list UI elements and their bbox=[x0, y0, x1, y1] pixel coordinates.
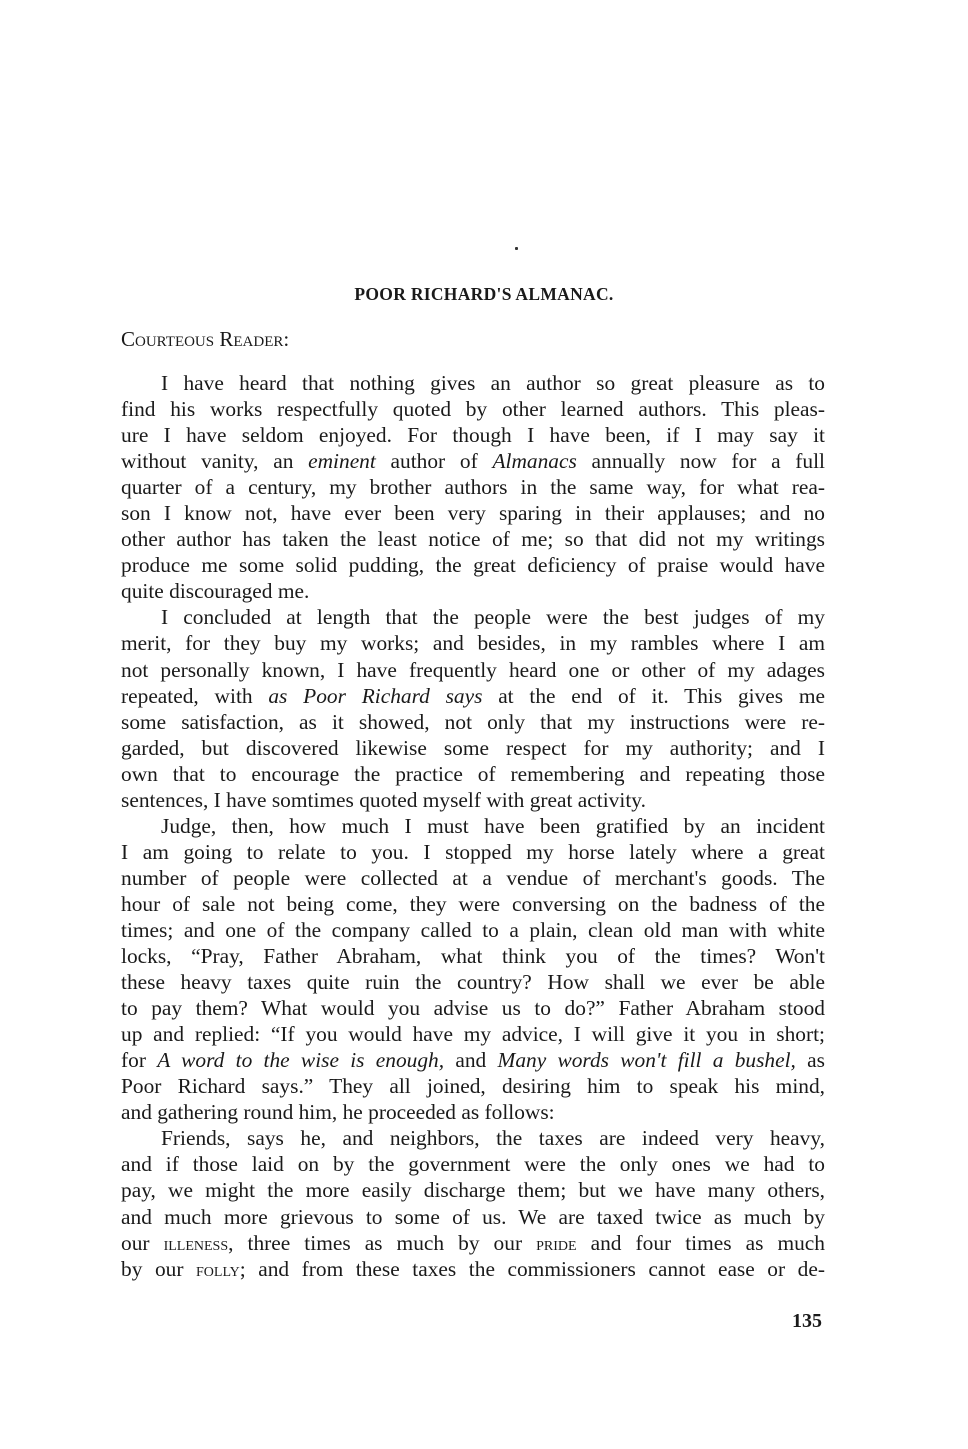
text-line bbox=[121, 396, 825, 422]
text-line bbox=[121, 1021, 825, 1047]
small-caps-word: pride bbox=[536, 1232, 577, 1255]
text-line bbox=[121, 1204, 825, 1230]
text-segment: author of bbox=[375, 449, 493, 474]
text-segment: to pay them? What would you advise us to do?” Father Abraham stood bbox=[121, 996, 825, 1021]
text-line bbox=[121, 552, 825, 578]
text-line bbox=[121, 787, 825, 813]
page-title: POOR RICHARD'S ALMANAC. bbox=[354, 284, 614, 304]
text-line bbox=[121, 865, 825, 891]
scan-speck bbox=[515, 247, 518, 250]
text-segment: Judge, then, how much I must have been gratified by an incident bbox=[161, 813, 825, 838]
text-line bbox=[121, 630, 825, 656]
text-line bbox=[121, 1256, 825, 1282]
text-line bbox=[121, 500, 825, 526]
text-segment: find his works respectfully quoted by other learned authors. This pleas- bbox=[121, 397, 825, 422]
text-segment: son I know not, have ever been very sparing in their applauses; and no bbox=[121, 501, 825, 526]
text-line bbox=[121, 1047, 825, 1073]
text-line bbox=[121, 370, 825, 396]
text-line bbox=[121, 1125, 825, 1151]
italic-phrase: Almanacs bbox=[492, 449, 577, 474]
text-segment: not personally known, I have frequently heard one or other of my adages bbox=[121, 657, 825, 682]
text-segment: for bbox=[121, 1048, 158, 1073]
small-caps-word: folly bbox=[196, 1258, 240, 1281]
text-segment: ; and from these taxes the commissioners cannot ease or de- bbox=[239, 1256, 825, 1281]
text-line bbox=[121, 526, 825, 552]
text-line bbox=[121, 1073, 825, 1099]
body-text bbox=[121, 370, 825, 1282]
small-caps-word: illeness bbox=[163, 1232, 229, 1255]
text-line bbox=[121, 448, 825, 474]
text-segment: ure I have seldom enjoyed. For though I have been, if I may say it bbox=[121, 423, 825, 448]
text-line bbox=[121, 683, 825, 709]
text-segment: I am going to relate to you. I stopped my horse lately where a great bbox=[121, 839, 825, 864]
text-line bbox=[121, 995, 825, 1021]
text-segment: produce me some solid pudding, the great deficiency of praise would have bbox=[121, 553, 825, 578]
text-line bbox=[121, 761, 825, 787]
text-segment: garded, but discovered likewise some respect for my authority; and I bbox=[121, 735, 825, 760]
text-segment: quarter of a century, my brother authors in the same way, for what rea- bbox=[121, 475, 825, 500]
text-line bbox=[121, 735, 825, 761]
text-segment: and four times as much bbox=[576, 1230, 825, 1255]
text-line bbox=[121, 604, 825, 630]
text-segment: number of people were collected at a vendue of merchant's goods. The bbox=[121, 865, 825, 890]
text-segment: and much more grievous to some of us. We are taxed twice as much by bbox=[121, 1204, 825, 1229]
text-segment: pay, we might the more easily discharge them; but we have many others, bbox=[121, 1178, 825, 1203]
text-line bbox=[121, 709, 825, 735]
text-segment: Friends, says he, and neighbors, the taxes are indeed very heavy, bbox=[161, 1126, 825, 1151]
text-line bbox=[121, 474, 825, 500]
text-segment: other author has taken the least notice of me; so that did not my writings bbox=[121, 527, 825, 552]
italic-phrase: eminent bbox=[308, 449, 376, 474]
italic-phrase: as Poor Richard says bbox=[268, 683, 483, 708]
text-segment: and bbox=[444, 1048, 498, 1073]
italic-phrase: A word to the wise is enough, bbox=[157, 1048, 445, 1073]
text-segment: our bbox=[121, 1230, 164, 1255]
text-segment: locks, “Pray, Father Abraham, what think you of the times? Won't bbox=[121, 944, 825, 969]
text-segment: , three times as much by our bbox=[228, 1230, 537, 1255]
text-segment: repeated, with bbox=[121, 683, 269, 708]
text-segment: I concluded at length that the people were the best judges of my bbox=[161, 605, 825, 630]
text-line bbox=[121, 969, 825, 995]
text-segment: at the end of it. This gives me bbox=[482, 683, 825, 708]
text-line bbox=[121, 422, 825, 448]
text-segment: times; and one of the company called to a plain, clean old man with white bbox=[121, 917, 825, 942]
text-line bbox=[121, 1177, 825, 1203]
text-line bbox=[121, 578, 825, 604]
italic-phrase: Many words won't fill a bushel, bbox=[497, 1048, 796, 1073]
text-line bbox=[121, 657, 825, 683]
text-line bbox=[121, 891, 825, 917]
text-segment: and gathering round him, he proceeded as follows: bbox=[121, 1100, 555, 1125]
text-segment: as bbox=[795, 1048, 825, 1073]
text-segment: I have heard that nothing gives an author so great pleasure as to bbox=[161, 371, 825, 395]
text-segment: by our bbox=[121, 1256, 197, 1281]
text-line bbox=[121, 917, 825, 943]
text-segment: quite discouraged me. bbox=[121, 579, 310, 604]
text-line bbox=[121, 1230, 825, 1256]
text-segment: annually now for a full bbox=[576, 449, 825, 474]
page-number: 135 bbox=[792, 1310, 822, 1332]
text-line bbox=[121, 839, 825, 865]
text-segment: own that to encourage the practice of remembering and repeating those bbox=[121, 761, 825, 786]
text-line bbox=[121, 943, 825, 969]
text-line bbox=[121, 1099, 825, 1125]
text-segment: some satisfaction, as it showed, not only that my instructions were re- bbox=[121, 709, 825, 734]
text-line bbox=[121, 1151, 825, 1177]
text-segment: these heavy taxes quite ruin the country? How shall we ever be able bbox=[121, 970, 825, 995]
text-segment: hour of sale not being come, they were conversing on the badness of the bbox=[121, 891, 825, 916]
text-segment: merit, for they buy my works; and besides, in my rambles where I am bbox=[121, 631, 825, 656]
text-segment: Poor Richard says.” They all joined, desiring him to speak his mind, bbox=[121, 1074, 825, 1099]
text-segment: and if those laid on by the government were the only ones we had to bbox=[121, 1152, 825, 1177]
text-segment: without vanity, an bbox=[121, 449, 309, 474]
salutation: Courteous Reader: bbox=[121, 327, 290, 351]
text-segment: up and replied: “If you would have my advice, I will give it you in short; bbox=[121, 1022, 825, 1047]
text-segment: sentences, I have somtimes quoted myself with great activity. bbox=[121, 787, 646, 812]
text-line bbox=[121, 813, 825, 839]
